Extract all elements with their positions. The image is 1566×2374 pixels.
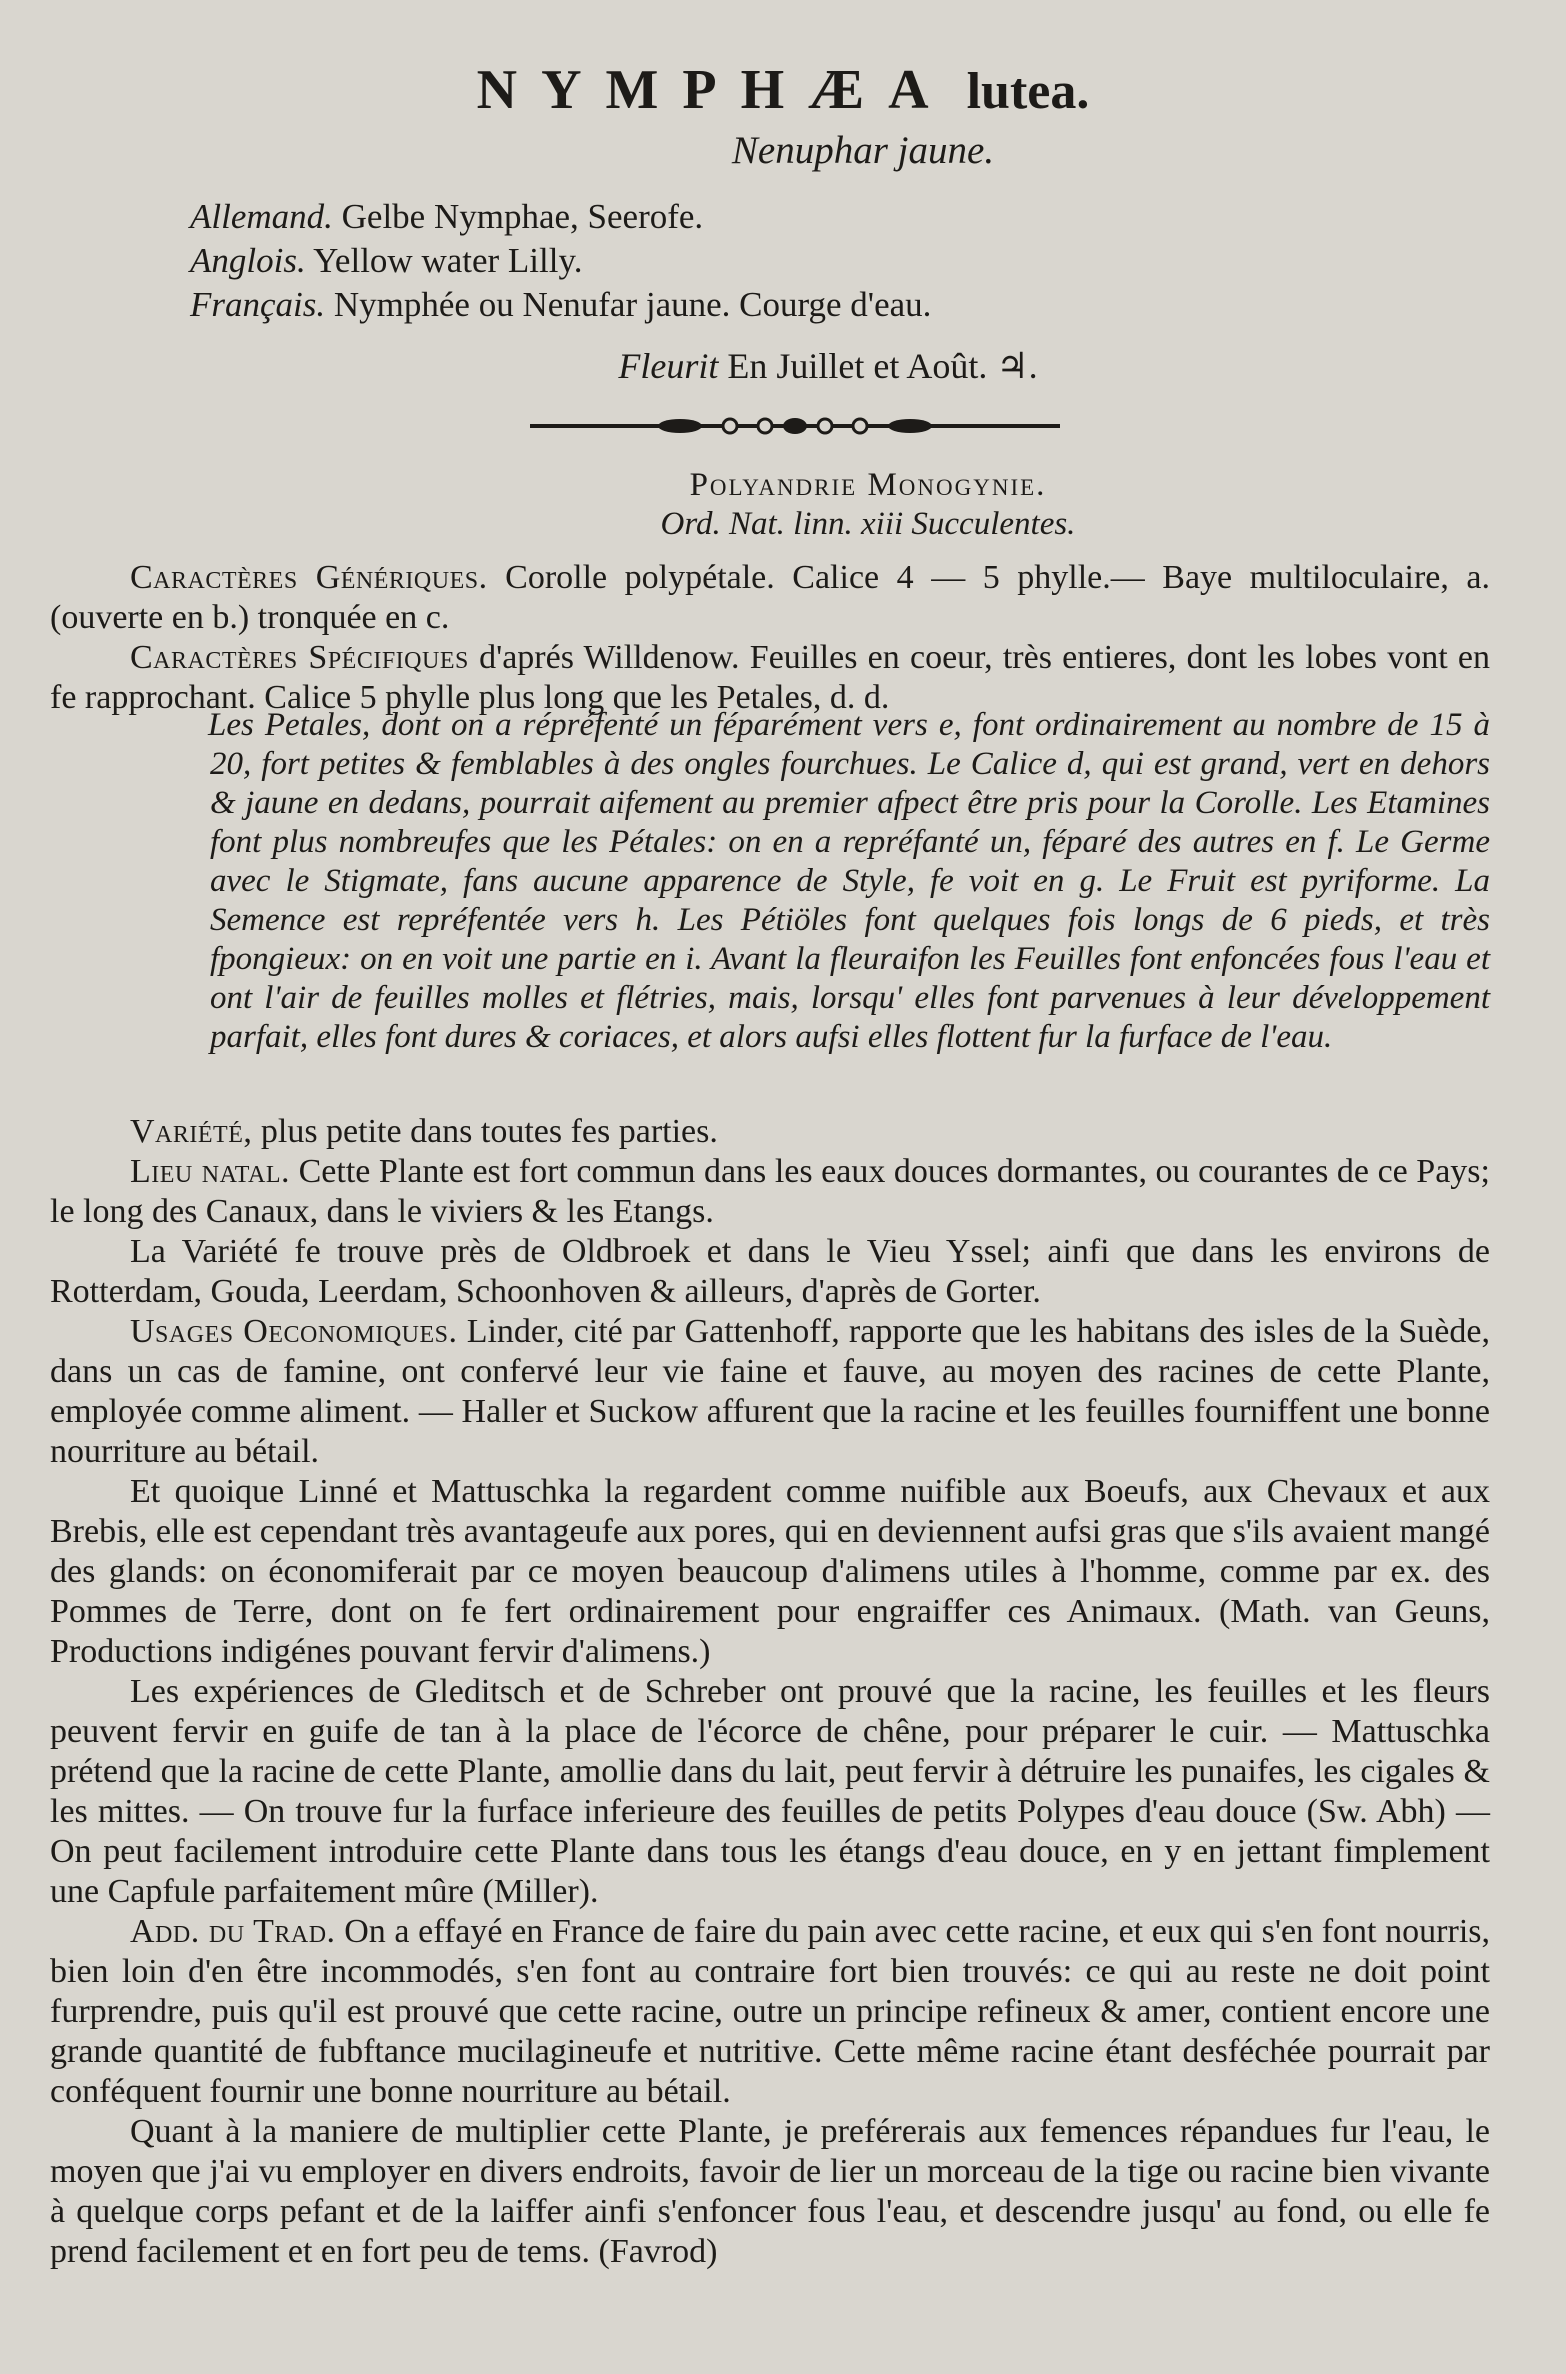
- name-line: Allemand. Gelbe Nymphae, Seerofe.: [190, 197, 704, 236]
- page-title: [0, 58, 1566, 124]
- paragraph: Les expériences de Gleditsch et de Schreber ont prouvé que la racine, les feuilles et les fleurs peuvent fervir en guife de tan à la place de l'écorce de chêne, pour préparer le cuir. — Mattuschka prétend que la racine de cette Plante, amollie dans du lait, peut fervir à détruire les punaifes, les cigales & les mittes. — On trouve fur la furface inferieure des feuilles de petits Polypes d'eau douce (Sw. Abh) — On peut facilement introduire cette Plante dans tous les étangs d'eau douce, en y en jettant fimplement une Capfule parfaitement mûre (Miller).: [50, 1673, 1490, 1910]
- classification-order: Ord. Nat. linn. xiii Succulentes.: [660, 506, 1076, 542]
- description-note: Les Petales, dont on a répréfenté un féparément vers e, font ordinairement au nombre de 15 à 20, fort petites & femblables à des ongles fourchues. Le Calice d, qui est grand, vert en dehors & jaune en dedans, pourrait aifement au premier afpect être pris pour la Corolle. Les Etamines font plus nombreufes que les Pétales: on en a repréfanté un, féparé des autres en f. Le Germe avec le Stigmate, fans aucune apparence de Style, fe voit en g. Le Fruit est pyriforme. La Semence est repréfentée vers h. Les Pétiöles font quelques fois longs de 6 pieds, et très fpongieux: on en voit une partie en i. Avant la fleuraifon les Feuilles font enfoncées fous l'eau et ont l'air de feuilles molles et flétries, mais, lorsqu' elles font parvenues à leur développement parfait, elles font dures & coriaces, et alors aufsi elles flottent fur la furface de l'eau.: [208, 707, 1490, 1055]
- ornament-divider: [530, 413, 1060, 439]
- flowering-line: Fleurit En Juillet et Août. ♃.: [618, 346, 1038, 386]
- species-name: lutea.: [966, 63, 1090, 120]
- paragraph: Add. du Trad. On a effayé en France de faire du pain avec cette racine, et eux qui s'en font nourris, bien loin d'en être incommodés, s'en font au contraire fort bien trouvés: ce qui au reste ne doit point furprendre, puis qu'il est prouvé que cette racine, outre un principe refineux & amer, contient encore une grande quantité de fubftance mucilagineufe et nutritive. Cette même racine étant desféchée pourrait par conféquent fournir une bonne nourriture au bétail.: [50, 1913, 1490, 2110]
- main-text: [50, 1112, 1490, 2272]
- paragraph: Usages Oeconomiques. Linder, cité par Gattenhoff, rapporte que les habitans des isles de la Suède, dans un cas de famine, ont confervé leur vie faine et fauve, au moyen des racines de cette Plante, employée comme aliment. — Haller et Suckow affurent que la racine et les feuilles fourniffent une bonne nourriture au bétail.: [50, 1313, 1490, 1470]
- name-line: Anglois. Yellow water Lilly.: [190, 241, 583, 280]
- common-name: Nenuphar jaune.: [731, 129, 995, 172]
- genus-name: NYMPHÆA: [476, 59, 953, 121]
- name-line: Français. Nymphée ou Nenufar jaune. Courge d'eau.: [190, 285, 932, 324]
- characters-section: [50, 558, 1490, 718]
- paragraph: Caractères Génériques. Corolle polypétale. Calice 4 — 5 phylle.— Baye multiloculaire, a. (ouverte en b.) tronquée en c.: [50, 559, 1490, 636]
- paragraph: Et quoique Linné et Mattuschka la regardent comme nuifible aux Boeufs, aux Chevaux et aux Brebis, elle est cependant très avantageufe aux pores, qui en deviennent aufsi gras que s'ils avaient mangé des glands: on économiferait par ce moyen beaucoup d'alimens utiles à l'homme, comme par ex. des Pommes de Terre, dont on fe fert ordinairement pour engraiffer ces Animaux. (Math. van Geuns, Productions indigénes pouvant fervir d'alimens.): [50, 1473, 1490, 1670]
- vernacular-names: [190, 195, 1566, 327]
- paragraph: La Variété fe trouve près de Oldbroek et dans le Vieu Yssel; ainfi que dans les environs de Rotterdam, Gouda, Leerdam, Schoonhoven & ailleurs, d'après de Gorter.: [50, 1233, 1490, 1310]
- paragraph: Variété, plus petite dans toutes fes parties.: [130, 1113, 718, 1150]
- paragraph: Quant à la maniere de multiplier cette Plante, je preférerais aux femences répandues fur l'eau, le moyen que j'ai vu employer en divers endroits, favoir de lier un morceau de la tige ou racine bien vivante à quelque corps pefant et de la laiffer ainfi s'enfoncer fous l'eau, et descendre jusqu' au fond, ou elle fe prend facilement et en fort peu de tems. (Favrod): [50, 2113, 1490, 2270]
- paragraph: Caractères Spécifiques d'aprés Willdenow. Feuilles en coeur, très entieres, dont les lobes vont en fe rapprochant. Calice 5 phylle plus long que les Petales, d. d.: [50, 639, 1491, 716]
- paragraph: Lieu natal. Cette Plante est fort commun dans les eaux douces dormantes, ou courantes de ce Pays; le long des Canaux, dans le viviers & les Etangs.: [50, 1153, 1490, 1230]
- classification-line: Polyandrie Monogynie.: [689, 467, 1047, 503]
- page: [0, 58, 1566, 2374]
